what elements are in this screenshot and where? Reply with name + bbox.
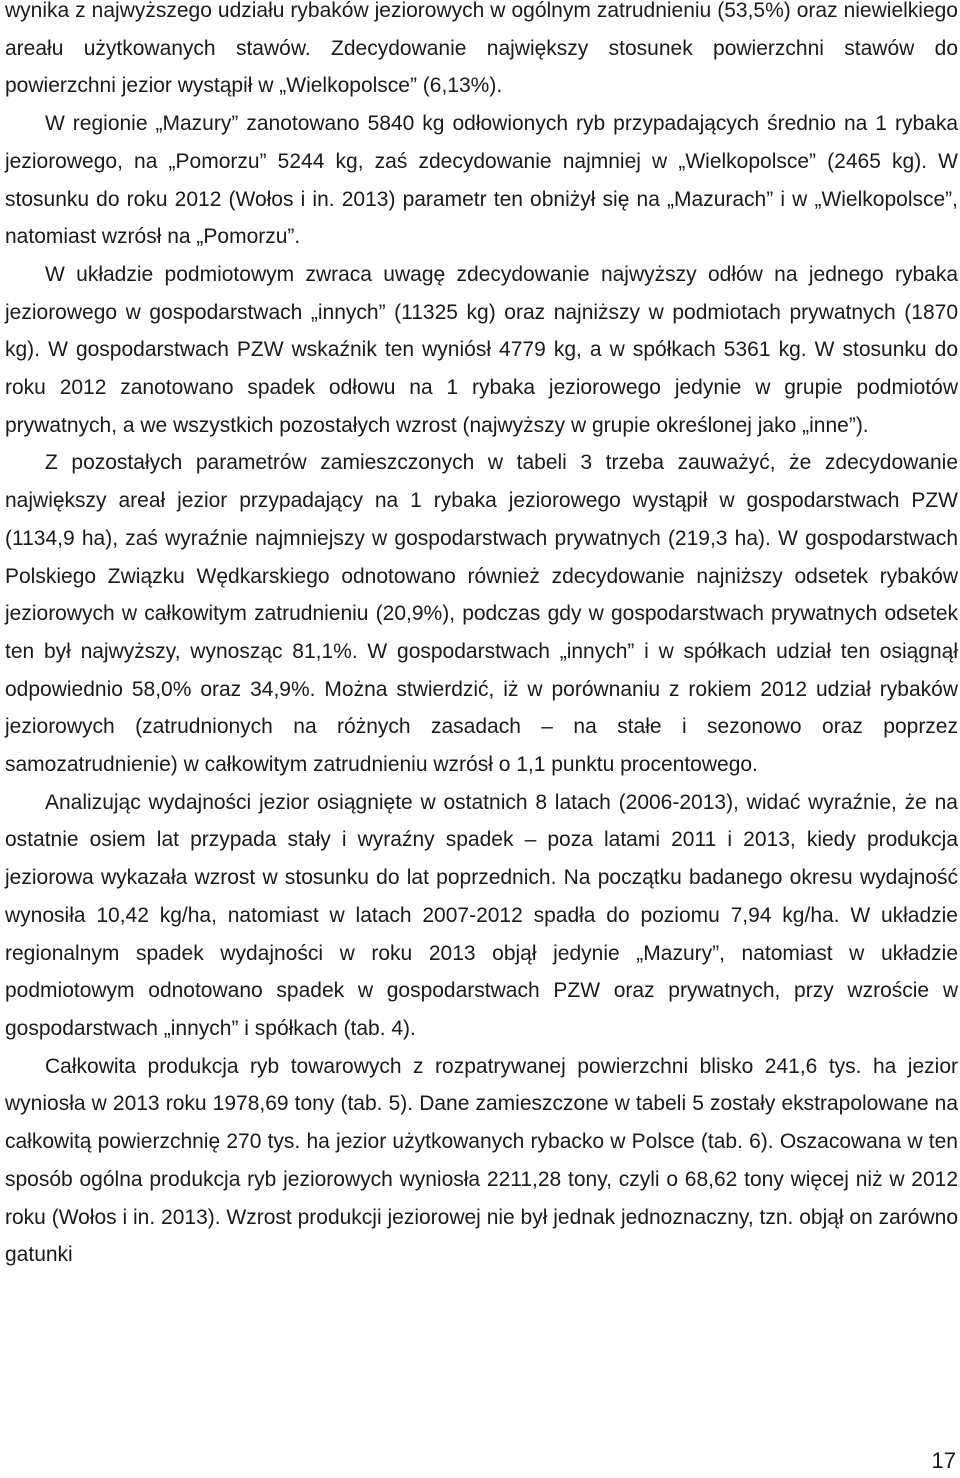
paragraph-entity-catch: W układzie podmiotowym zwraca uwagę zdecydowanie najwyższy odłów na jednego rybaka jeziorowego w gospodarstwach „innych” (11325 kg) oraz najniższy w podmiotach prywatnych (1870 kg). W gospodarstwach PZW wskaźnik ten wyniósł 4779 kg, a w spółkach 5361 kg. W stosunku do roku 2012 zanotowano spadek odłowu na 1 rybaka jeziorowego jedynie w grupie podmiotów prywatnych, a we wszystkich pozostałych wzrost (najwyższy w grupie określonej jako „inne”).: [5, 262, 958, 437]
page-body: [5, 0, 958, 1274]
page-number: 17: [931, 1448, 956, 1473]
paragraph-total-production: Całkowita produkcja ryb towarowych z rozpatrywanej powierzchni blisko 241,6 tys. ha jezior wyniosła w 2013 roku 1978,69 tony (tab. 5). Dane zamieszczone w tabeli 5 zostały ekstrapolowane na całkowitą powierzchnię 270 tys. ha jezior użytkowanych rybacko w Polsce (tab. 6). Oszacowana w ten sposób ogólna produkcja ryb jeziorowych wyniosła 2211,28 tony, czyli o 68,62 tony więcej niż w 2012 roku (Wołos i in. 2013). Wzrost produkcji jeziorowej nie był jednak jednoznaczny, tzn. objął on zarówno gatunki: [5, 1054, 958, 1267]
paragraph-regional-catch: W regionie „Mazury” zanotowano 5840 kg odłowionych ryb przypadających średnio na 1 rybaka jeziorowego, na „Pomorzu” 5244 kg, zaś zdecydowanie najmniej w „Wielkopolsce” (2465 kg). W stosunku do roku 2012 (Wołos i in. 2013) parametr ten obniżył się na „Mazurach” i w „Wielkopolsce”, natomiast wzrósł na „Pomorzu”.: [5, 112, 958, 249]
paragraph-lake-yield: Analizując wydajności jezior osiągnięte w ostatnich 8 latach (2006-2013), widać wyraźnie, że na ostatnie osiem lat przypada stały i wyraźny spadek – poza latami 2011 i 2013, kiedy produkcja jeziorowa wykazała wzrost w stosunku do lat poprzednich. Na początku badanego okresu wydajność wynosiła 10,42 kg/ha, natomiast w latach 2007-2012 spadła do poziomu 7,94 kg/ha. W układzie regionalnym spadek wydajności w roku 2013 objął jedynie „Mazury”, natomiast w układzie podmiotowym odnotowano spadek w gospodarstwach PZW oraz prywatnych, przy wzroście w gospodarstwach „innych” i spółkach (tab. 4).: [5, 790, 958, 1040]
paragraph-other-parameters: Z pozostałych parametrów zamieszczonych w tabeli 3 trzeba zauważyć, że zdecydowanie największy areał jezior przypadający na 1 rybaka jeziorowego wystąpił w gospodarstwach PZW (1134,9 ha), zaś wyraźnie najmniejszy w gospodarstwach prywatnych (219,3 ha). W gospodarstwach Polskiego Związku Wędkarskiego odnotowano również zdecydowanie najniższy odsetek rybaków jeziorowych w całkowitym zatrudnieniu (20,9%), podczas gdy w gospodarstwach prywatnych odsetek ten był najwyższy, wynosząc 81,1%. W gospodarstwach „innych” i w spółkach udział ten osiągnął odpowiednio 58,0% oraz 34,9%. Można stwierdzić, iż w porównaniu z rokiem 2012 udział rybaków jeziorowych (zatrudnionych na różnych zasadach – na stałe i sezonowo oraz poprzez samozatrudnienie) w całkowitym zatrudnieniu wzrósł o 1,1 punktu procentowego.: [5, 451, 958, 777]
paragraph-continuation: wynika z najwyższego udziału rybaków jeziorowych w ogólnym zatrudnieniu (53,5%) oraz niewielkiego areału użytkowanych stawów. Zdecydowanie największy stosunek powierzchni stawów do powierzchni jezior wystąpił w „Wielkopolsce” (6,13%).: [5, 0, 958, 98]
